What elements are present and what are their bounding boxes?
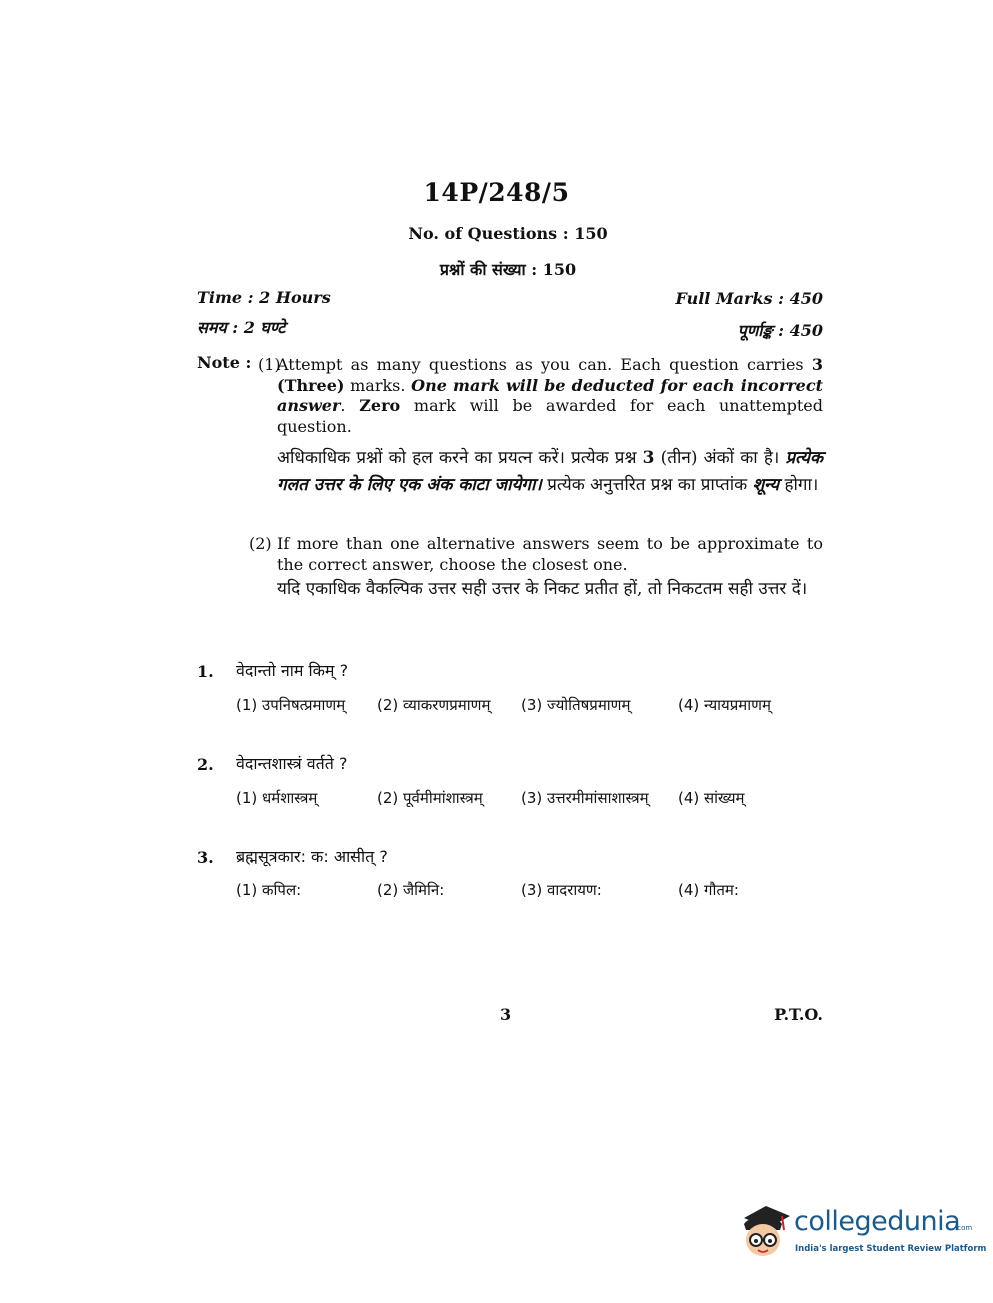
question-1-text: वेदान्तो नाम किम् ? [236,661,349,680]
number-of-questions-hindi: प्रश्नों की संख्या : 150 [439,260,577,279]
question-2-option-1: (1) धर्मशास्त्रम् [236,789,318,807]
question-3-option-1: (1) कपिल: [236,881,302,899]
paper-code: 14P/248/5 [423,178,570,207]
page-number: 3 [500,1005,512,1024]
question-3-text: ब्रह्मसूत्रकार: क: आसीत् ? [236,847,388,866]
question-3-number: 3. [197,848,214,867]
pto-label: P.T.O. [774,1005,823,1024]
time-allowed-hindi: समय : 2 घण्टे [197,318,286,337]
question-2-option-3: (3) उत्तरमीमांसाशास्त्रम् [521,789,649,807]
time-allowed: Time : 2 Hours [197,288,331,307]
question-3-option-4: (4) गौतम: [678,881,739,899]
question-2-text: वेदान्तशास्त्रं वर्तते ? [236,754,348,773]
question-1-option-1: (1) उपनिषत्प्रमाणम् [236,696,346,714]
question-1-option-3: (3) ज्योतिषप्रमाणम् [521,696,631,714]
question-1-option-4: (4) न्यायप्रमाणम् [678,696,771,714]
note-item-2-hindi: यदि एकाधिक वैकल्पिक उत्तर सही उत्तर के निकट प्रतीत हों, तो निकटतम सही उत्तर दें। [277,579,808,599]
note-label: Note : [197,353,252,372]
number-of-questions: No. of Questions : 150 [408,224,608,243]
question-2-option-2: (2) पूर्वमीमांशास्त्रम् [377,789,483,807]
note-item-1-english: Attempt as many questions as you can. Each question carries 3 (Three) marks. One mark will be deducted for each incorrect answer. Zero mark will be awarded for each unattempted question. [277,355,824,436]
collegedunia-logo-suffix: .com [955,1224,973,1232]
collegedunia-tagline: India's largest Student Review Platform [795,1244,987,1254]
full-marks-hindi: पूर्णाङ्क : 450 [737,321,823,340]
full-marks: Full Marks : 450 [675,289,823,308]
question-3-option-2: (2) जैमिनि: [377,881,445,899]
question-3-option-3: (3) वादरायण: [521,881,602,899]
collegedunia-logo-text: collegedunia [794,1206,961,1237]
note-item-2-english: If more than one alternative answers seem to be approximate to the correct answer, choose the closest one. [277,534,823,574]
question-2-option-4: (4) सांख्यम् [678,789,745,807]
note-item-1-hindi: अधिकाधिक प्रश्नों को हल करने का प्रयत्न करें। प्रत्येक प्रश्न 3 (तीन) अंकों का है। प्रत्येक गलत उत्तर के लिए एक अंक काटा जायेगा। प्रत्येक अनुत्तरित प्रश्न का प्राप्तांक शून्य होगा। [277,448,824,495]
note-item-2-number: (2) [249,534,272,553]
note-item-1-number: (1) [258,355,281,374]
question-1-number: 1. [197,662,214,681]
question-1-option-2: (2) व्याकरणप्रमाणम् [377,696,491,714]
question-2-number: 2. [197,755,214,774]
